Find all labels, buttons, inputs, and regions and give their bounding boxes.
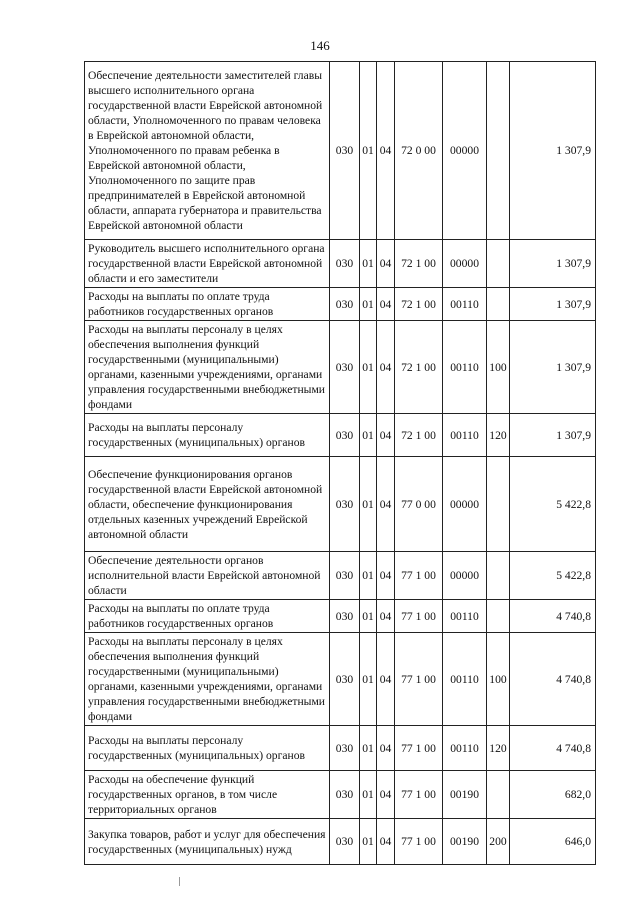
- row-expense-type: [487, 62, 510, 240]
- row-target-article-suffix: 00110: [443, 414, 487, 457]
- row-target-article-suffix: 00000: [443, 62, 487, 240]
- row-subsection: 04: [377, 62, 395, 240]
- row-subsection: 04: [377, 633, 395, 726]
- row-target-article: 77 1 00: [395, 771, 443, 819]
- row-target-article-suffix: 00110: [443, 726, 487, 771]
- row-subsection: 04: [377, 288, 395, 321]
- table-row: [85, 771, 596, 819]
- table-row: [85, 62, 596, 240]
- row-expense-type: 100: [487, 633, 510, 726]
- row-name: Расходы на выплаты по оплате труда работников государственных органов: [85, 288, 330, 321]
- row-expense-type: [487, 552, 510, 600]
- row-target-article: 77 0 00: [395, 457, 443, 552]
- row-sum: 5 422,8: [510, 552, 596, 600]
- table-row: [85, 414, 596, 457]
- row-section: 01: [360, 819, 377, 865]
- row-expense-type: [487, 600, 510, 633]
- row-expense-type: [487, 288, 510, 321]
- row-expense-type: 100: [487, 321, 510, 414]
- row-section: 01: [360, 726, 377, 771]
- row-target-article-suffix: 00110: [443, 288, 487, 321]
- row-name: Расходы на выплаты персоналу государственных (муниципальных) органов: [85, 414, 330, 457]
- table-row: [85, 726, 596, 771]
- row-section: 01: [360, 771, 377, 819]
- table-row: [85, 633, 596, 726]
- table-row: [85, 552, 596, 600]
- row-target-article: 72 0 00: [395, 62, 443, 240]
- row-target-article: 77 1 00: [395, 633, 443, 726]
- row-ved-code: 030: [330, 321, 360, 414]
- row-name: Обеспечение деятельности органов исполнительной власти Еврейской автономной области: [85, 552, 330, 600]
- row-expense-type: [487, 457, 510, 552]
- scan-mark: [179, 877, 180, 886]
- row-sum: 4 740,8: [510, 633, 596, 726]
- row-name: Расходы на выплаты персоналу в целях обеспечения выполнения функций государственными (муниципальными) органами, казенными учреждениями, органами управления государственными внебюджетными фондами: [85, 633, 330, 726]
- row-target-article-suffix: 00190: [443, 819, 487, 865]
- table-row: [85, 240, 596, 288]
- row-subsection: 04: [377, 819, 395, 865]
- row-section: 01: [360, 633, 377, 726]
- row-target-article-suffix: 00000: [443, 240, 487, 288]
- row-section: 01: [360, 457, 377, 552]
- row-name: Закупка товаров, работ и услуг для обеспечения государственных (муниципальных) нужд: [85, 819, 330, 865]
- row-target-article: 72 1 00: [395, 414, 443, 457]
- row-target-article: 72 1 00: [395, 240, 443, 288]
- row-target-article: 72 1 00: [395, 321, 443, 414]
- row-ved-code: 030: [330, 240, 360, 288]
- page-number: 146: [310, 38, 330, 53]
- row-ved-code: 030: [330, 600, 360, 633]
- row-ved-code: 030: [330, 414, 360, 457]
- row-subsection: 04: [377, 414, 395, 457]
- row-target-article-suffix: 00000: [443, 552, 487, 600]
- row-target-article: 77 1 00: [395, 819, 443, 865]
- row-target-article-suffix: 00190: [443, 771, 487, 819]
- row-name: Руководитель высшего исполнительного органа государственной власти Еврейской автономной области и его заместители: [85, 240, 330, 288]
- row-name: Расходы на выплаты персоналу в целях обеспечения выполнения функций государственными (муниципальными) органами, казенными учреждениями, органами управления государственными внебюджетными фондами: [85, 321, 330, 414]
- table-row: [85, 321, 596, 414]
- row-target-article: 72 1 00: [395, 288, 443, 321]
- table-row: [85, 457, 596, 552]
- row-target-article: 77 1 00: [395, 552, 443, 600]
- row-sum: 646,0: [510, 819, 596, 865]
- row-subsection: 04: [377, 600, 395, 633]
- row-sum: 682,0: [510, 771, 596, 819]
- row-sum: 1 307,9: [510, 414, 596, 457]
- row-subsection: 04: [377, 240, 395, 288]
- row-name: Расходы на выплаты персоналу государственных (муниципальных) органов: [85, 726, 330, 771]
- row-name: Обеспечение деятельности заместителей главы высшего исполнительного органа государственной власти Еврейской автономной области, Уполномоченного по правам человека в Еврейской автономной области, Уполномоченного по правам ребенка в Еврейской автономной области, Уполномоченного по защите прав предпринимателей в Еврейской автономной области, аппарата губернатора и правительства Еврейской автономной области: [85, 62, 330, 240]
- table-row: [85, 600, 596, 633]
- row-expense-type: 120: [487, 726, 510, 771]
- row-section: 01: [360, 414, 377, 457]
- row-expense-type: 120: [487, 414, 510, 457]
- row-sum: 1 307,9: [510, 62, 596, 240]
- row-name: Расходы на обеспечение функций государственных органов, в том числе территориальных органов: [85, 771, 330, 819]
- row-target-article-suffix: 00110: [443, 600, 487, 633]
- row-target-article: 77 1 00: [395, 726, 443, 771]
- row-section: 01: [360, 240, 377, 288]
- row-target-article-suffix: 00110: [443, 633, 487, 726]
- row-target-article-suffix: 00000: [443, 457, 487, 552]
- row-section: 01: [360, 321, 377, 414]
- row-name: Расходы на выплаты по оплате труда работников государственных органов: [85, 600, 330, 633]
- row-ved-code: 030: [330, 771, 360, 819]
- row-ved-code: 030: [330, 726, 360, 771]
- table-body: [85, 62, 596, 865]
- row-subsection: 04: [377, 457, 395, 552]
- row-ved-code: 030: [330, 633, 360, 726]
- row-target-article-suffix: 00110: [443, 321, 487, 414]
- row-ved-code: 030: [330, 457, 360, 552]
- table-row: [85, 288, 596, 321]
- row-section: 01: [360, 62, 377, 240]
- row-subsection: 04: [377, 552, 395, 600]
- row-sum: 4 740,8: [510, 726, 596, 771]
- row-subsection: 04: [377, 771, 395, 819]
- row-subsection: 04: [377, 726, 395, 771]
- row-sum: 1 307,9: [510, 288, 596, 321]
- row-section: 01: [360, 552, 377, 600]
- row-ved-code: 030: [330, 552, 360, 600]
- row-sum: 1 307,9: [510, 321, 596, 414]
- row-subsection: 04: [377, 321, 395, 414]
- table-row: [85, 819, 596, 865]
- row-section: 01: [360, 288, 377, 321]
- row-target-article: 77 1 00: [395, 600, 443, 633]
- budget-table: [84, 61, 596, 865]
- row-name: Обеспечение функционирования органов государственной власти Еврейской автономной области, обеспечение функционирования отдельных казенных учреждений Еврейской автономной области: [85, 457, 330, 552]
- row-ved-code: 030: [330, 62, 360, 240]
- row-expense-type: [487, 240, 510, 288]
- row-expense-type: 200: [487, 819, 510, 865]
- row-ved-code: 030: [330, 288, 360, 321]
- row-sum: 1 307,9: [510, 240, 596, 288]
- row-section: 01: [360, 600, 377, 633]
- row-ved-code: 030: [330, 819, 360, 865]
- row-sum: 5 422,8: [510, 457, 596, 552]
- row-expense-type: [487, 771, 510, 819]
- row-sum: 4 740,8: [510, 600, 596, 633]
